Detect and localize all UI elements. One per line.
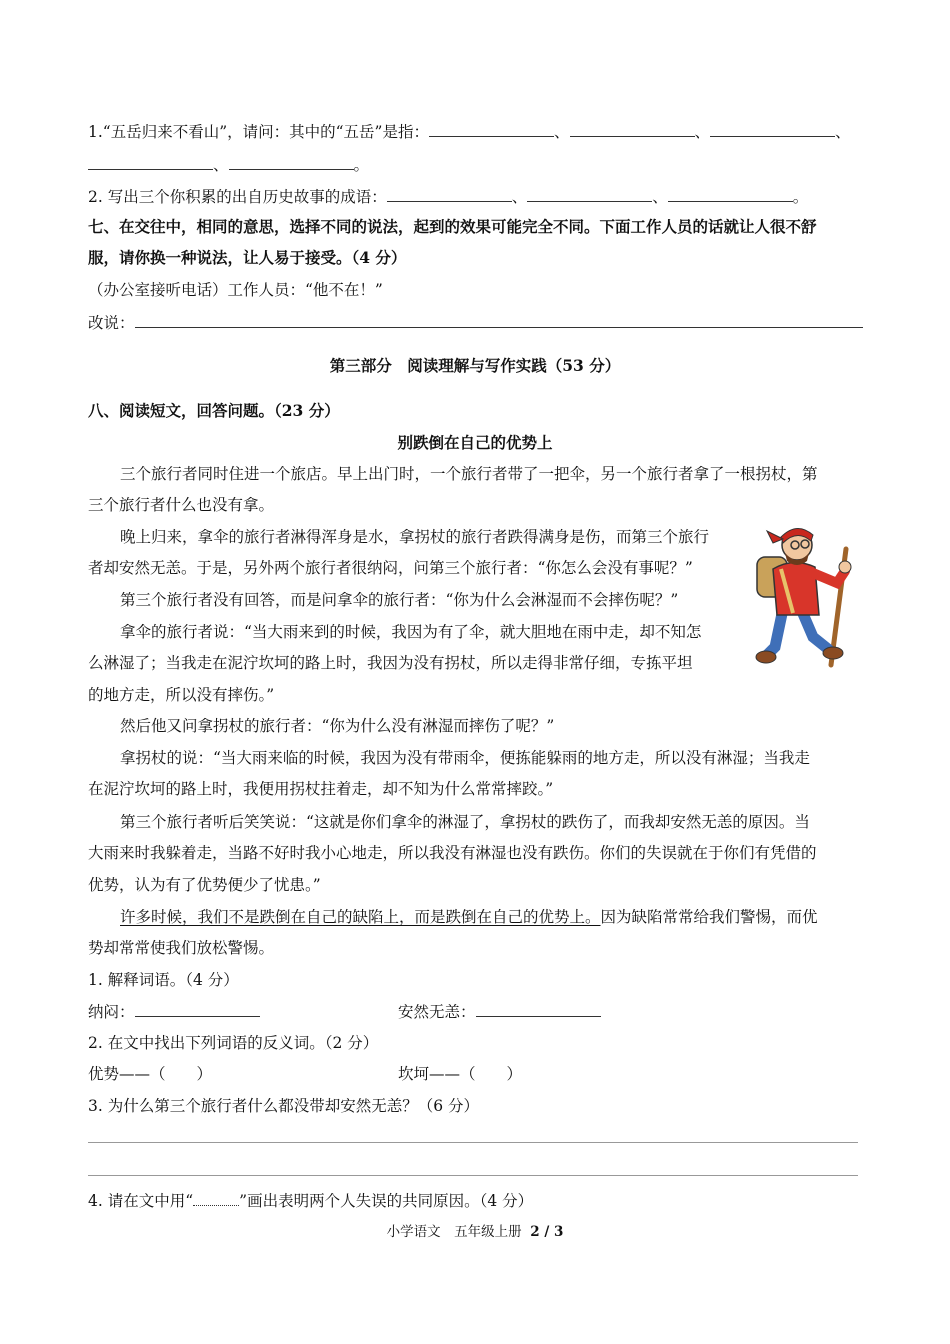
- story-title: 别跌倒在自己的优势上: [397, 433, 553, 452]
- wavy-line-sample: [193, 1193, 239, 1206]
- story-line: 的地方走，所以没有摔伤。”: [88, 686, 275, 704]
- story-line: 者却安然无恙。于是，另外两个旅行者很纳闷，问第三个旅行者：“你怎么会没有事呢？”: [88, 559, 693, 577]
- answer-blank[interactable]: [668, 186, 793, 202]
- sub2-title: 2. 在文中找出下列词语的反义词。（2 分）: [88, 1034, 379, 1052]
- story-line: 势却常常使我们放松警惕。: [88, 939, 275, 957]
- answer-blank[interactable]: [135, 1001, 260, 1017]
- sub4-title: 4. 请在文中用“ ”画出表明两个人失误的共同原因。（4 分）: [88, 1192, 534, 1210]
- q6-item1-cont: 、 。: [88, 154, 369, 175]
- story-line: 大雨来时我躲着走，当路不好时我小心地走，所以我没有淋湿也没有跌伤。你们的失误就在于你们有凭借的: [88, 844, 817, 862]
- story-line: 第三个旅行者没有回答，而是问拿伞的旅行者：“你为什么会淋湿而不会摔伤呢？”: [120, 591, 679, 609]
- answer-blank[interactable]: [710, 121, 835, 137]
- story-last-para: 许多时候，我们不是跌倒在自己的缺陷上，而是跌倒在自己的优势上。因为缺陷常常给我们警惕，而优: [120, 908, 818, 926]
- sub2-item2[interactable]: 坎坷——（ ）: [398, 1065, 523, 1083]
- q6-item2: 2. 写出三个你积累的出自历史故事的成语： 、 、 。: [88, 188, 809, 206]
- answer-blank[interactable]: [229, 154, 354, 170]
- sub1-word1: 纳闷：: [88, 1001, 260, 1022]
- page-number: 2 / 3: [530, 1224, 564, 1240]
- story-line: 然后他又问拿拐杖的旅行者：“你为什么没有淋湿而摔伤了呢？”: [120, 717, 555, 735]
- sub2-item1[interactable]: 优势——（ ）: [88, 1065, 213, 1083]
- q7-title-line2: 服，请你换一种说法，让人易于接受。（4 分）: [88, 248, 407, 267]
- answer-blank[interactable]: [88, 154, 213, 170]
- q7-context: （办公室接听电话）工作人员：“他不在！”: [88, 281, 383, 299]
- answer-blank[interactable]: [429, 121, 554, 137]
- q7-title-line1: 七、在交往中，相同的意思，选择不同的说法，起到的效果可能完全不同。下面工作人员的话就让人很不舒: [88, 217, 817, 236]
- rewrite-answer-line[interactable]: [135, 312, 863, 328]
- story-line: 么淋湿了；当我走在泥泞坎坷的路上时，我因为没有拐杖，所以走得非常仔细，专拣平坦: [88, 654, 693, 672]
- story-line: 拿拐杖的说：“当大雨来临的时候，我因为没有带雨伞，便拣能躲雨的地方走，所以没有淋湿；当我走: [120, 749, 810, 767]
- underlined-sentence: 许多时候，我们不是跌倒在自己的缺陷上，而是跌倒在自己的优势上。: [120, 908, 601, 926]
- story-line: 拿伞的旅行者说：“当大雨来到的时候，我因为有了伞，就大胆地在雨中走，却不知怎: [120, 623, 702, 641]
- footer: 小学语文 五年级上册 2 / 3: [386, 1224, 564, 1240]
- answer-line[interactable]: [88, 1142, 858, 1143]
- story-line: 三个旅行者同时住进一个旅店。早上出门时，一个旅行者带了一把伞，另一个旅行者拿了一根拐杖，第: [120, 465, 818, 483]
- story-line: 三个旅行者什么也没有拿。: [88, 496, 275, 514]
- answer-blank[interactable]: [476, 1001, 601, 1017]
- sub1-title: 1. 解释词语。（4 分）: [88, 971, 239, 989]
- q7-rewrite: 改说：: [88, 312, 863, 333]
- hiker-illustration: [753, 517, 858, 669]
- answer-blank[interactable]: [570, 121, 695, 137]
- q8-title: 八、阅读短文，回答问题。（23 分）: [88, 401, 340, 420]
- sub3-title: 3. 为什么第三个旅行者什么都没带却安然无恙？（6 分）: [88, 1097, 480, 1115]
- sub1-word2: 安然无恙：: [398, 1001, 601, 1022]
- story-line: 晚上归来，拿伞的旅行者淋得浑身是水，拿拐杖的旅行者跌得满身是伤，而第三个旅行: [120, 528, 710, 546]
- part3-heading: 第三部分 阅读理解与写作实践（53 分）: [329, 356, 621, 375]
- story-line: 优势，认为有了优势便少了忧患。”: [88, 876, 321, 894]
- answer-blank[interactable]: [527, 186, 652, 202]
- story-line: 在泥泞坎坷的路上时，我便用拐杖拄着走，却不知为什么常常摔跤。”: [88, 780, 554, 798]
- answer-line[interactable]: [88, 1175, 858, 1176]
- answer-blank[interactable]: [387, 186, 512, 202]
- q6-item1: 1.“五岳归来不看山”，请问：其中的“五岳”是指： 、 、 、: [88, 123, 851, 141]
- story-line: 第三个旅行者听后笑笑说：“这就是你们拿伞的淋湿了，拿拐杖的跌伤了，而我却安然无恙的原因。当: [120, 813, 810, 831]
